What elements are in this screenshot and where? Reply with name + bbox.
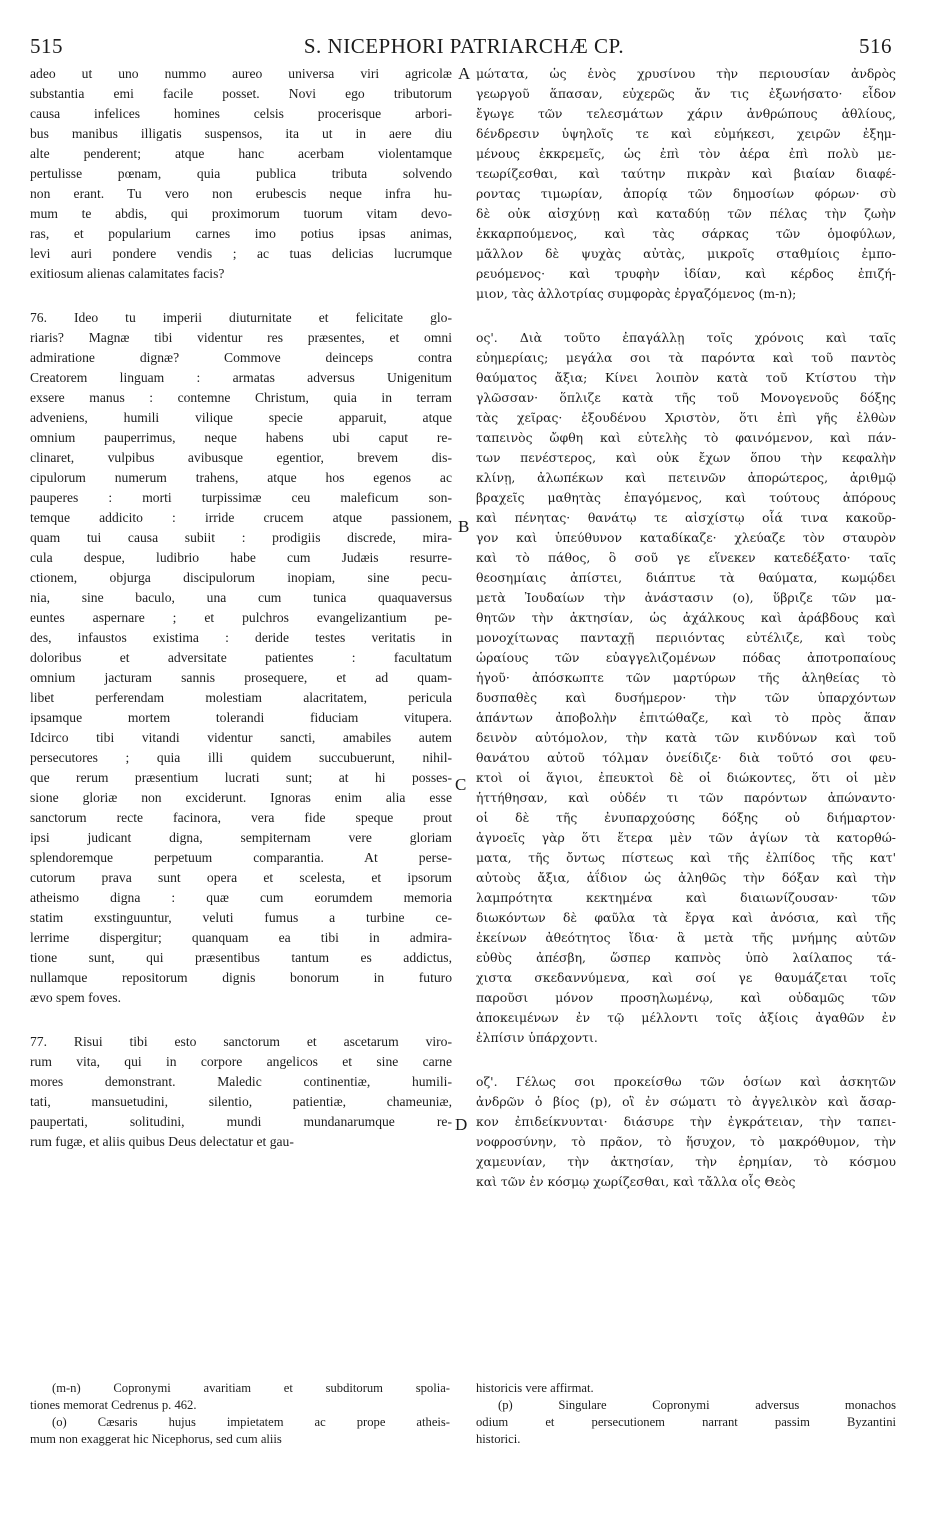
latin-text-line: rum fugæ, et aliis quibus Deus delectatur et gau- — [30, 1134, 294, 1149]
latin-text-line: ctionem, objurga discipulorum inopiam, sine pecu- — [30, 570, 452, 585]
greek-text-line: χαμευνίαν, τὴν ἀκτησίαν, τὴν ἐρημίαν, τὸ κόσμου — [476, 1154, 896, 1169]
greek-text-line: κλίνῃ, ἀλωπέκων καὶ πετεινῶν ἀπορώτερος, ἀριθμῷ — [476, 470, 896, 485]
margin-marker-b: B — [458, 517, 470, 536]
page-number-right: 516 — [859, 34, 892, 58]
latin-text-line: nullamque repositorum dignis bonorum in futuro — [30, 970, 452, 985]
latin-text-line: exitiosum alienas calamitates facis? — [30, 266, 225, 281]
greek-text-line: ἀνδρῶν ὁ βίος (p), οἳ ἐν σώματι τὸ ἀγγελικὸν καὶ ἄσαρ- — [476, 1094, 896, 1109]
greek-text-line: κον ἐπιδείκνυνται· διάσυρε τὴν ἐγκράτειαν, τὴν ταπει- — [476, 1114, 896, 1129]
greek-text-line: γεωργοῦ ἅπασαν, εὐχερῶς ἄν τις ἐξωνήσατο· εἶδον — [476, 86, 896, 101]
greek-text-line: κτοὶ οἱ ἅγιοι, ἐπευκτοὶ δὲ οἱ διώκοντες, ὅτι οἱ μὲν — [476, 770, 896, 785]
greek-text-line: ἀγνοεῖς γὰρ ὅτι ἕτερα μὲν τῶν ἁγίων τὰ κατορθώ- — [476, 830, 896, 845]
latin-paragraph-76 — [30, 308, 452, 1008]
latin-text-line: doloribus et adversitate patientes : facultatum — [30, 650, 452, 665]
greek-text-line: δυσπαθὲς καὶ δυσήμερον· τὴν τῶν ὑπαρχόντων — [476, 690, 896, 705]
latin-text-line: exsere manus : contemne Christum, quia in terram — [30, 390, 452, 405]
latin-text-line: Idcirco tibi vitandi videntur sancti, amabiles autem — [30, 730, 452, 745]
greek-text-line: δὲ οὐκ αἰσχύνῃ καὶ καταδύῃ τῶν πέλας τὴν ζωὴν — [476, 206, 896, 221]
footnote-line: (p) Singulare Copronymi adversus monachos — [498, 1398, 896, 1412]
greek-column — [476, 64, 896, 1192]
latin-text-line: temque addicito : irride crucem atque passionem, — [30, 510, 452, 525]
margin-marker-c: C — [455, 775, 467, 794]
greek-text-line: ἡττήθησαν, καὶ οὐδέν τι τῶν παρόντων ἀπώναντο· — [476, 790, 896, 805]
latin-text-line: 76. Ideo tu imperii diuturnitate et felicitate glo- — [30, 310, 452, 325]
greek-text-line: ἐλπίσιν ὑπάρχοντι. — [476, 1030, 598, 1045]
greek-text-line: αὐτοὺς ἄξια, ἀΐδιον ὡς ἀληθῶς τὴν δόξαν καὶ τὴν — [476, 870, 896, 885]
greek-text-line: των πενέστερος, καὶ οὐκ ἔχων ὅπου τὴν κεφαλὴν — [476, 450, 896, 465]
greek-paragraph-77 — [476, 1072, 896, 1192]
greek-text-line: οζ'. Γέλως σοι προκείσθω τῶν ὁσίων καὶ ἀσκητῶν — [476, 1074, 896, 1089]
greek-text-line: ὡραίους τῶν εὐαγγελιζομένων πόδας ἀποτροπαίους — [476, 650, 896, 665]
latin-text-line: atheismo digna : quæ cum eorumdem memoria — [30, 890, 452, 905]
greek-text-line: ἡγοῦ· ἀπόσκωπτε τῶν μαρτύρων τῆς ἀληθείας τὸ — [476, 670, 896, 685]
greek-text-line: βραχεῖς μαθητὰς ἐπαγόμενος, καὶ τούτους ἀπόρους — [476, 490, 896, 505]
footnotes-left — [30, 1380, 450, 1448]
latin-paragraph-77 — [30, 1032, 452, 1152]
footnote-line: odium et persecutionem narrant passim Byzantini — [476, 1415, 896, 1429]
latin-text-line: rum vita, qui in corpore angelicos et sine carne — [30, 1054, 452, 1069]
latin-text-line: lerrime dispergitur; quanquam ea tibi in admira- — [30, 930, 452, 945]
latin-text-line: causa infelices homines celsis procerisque arbori- — [30, 106, 452, 121]
greek-text-line: μιον, τὰς ἀλλοτρίας συμφορὰς ἐργαζόμενος (m-n); — [476, 286, 797, 301]
greek-text-line: καὶ πένητας· θανάτῳ τε αἰσχίστῳ οἷά τινα κακοῦρ- — [476, 510, 896, 525]
greek-text-line: μένους ἐκκρεμεῖς, ὡς ἐπὶ τὸν ἀέρα ἐπὶ πολὺ με- — [476, 146, 896, 161]
latin-text-line: statim exstinguuntur, veluti fumus a turbine ce- — [30, 910, 452, 925]
latin-text-line: adveniens, humili vilique specie apparuit, atque — [30, 410, 452, 425]
greek-text-line: δένδρεσιν ὑψηλοῖς τε καὶ εὐμήκεσι, χειρῶν ἐξημ- — [476, 126, 896, 141]
greek-text-line: μᾶλλον δὲ ψυχὰς αὐτὰς, μικροῖς σταθμίοις ἐμπο- — [476, 246, 896, 261]
greek-text-line: χιστα σκεδαννύμενα, καὶ σοί γε θαυμάζεται τοῖς — [476, 970, 896, 985]
greek-text-line: τεωρίζεσθαι, καὶ ταύτην πικρὰν καὶ βιαίαν διαφέ- — [476, 166, 896, 181]
greek-text-line: γλῶσσαν· ὅπλιζε κατὰ τῆς τοῦ Μονογενοῦς δόξης — [476, 390, 896, 405]
greek-text-line: ἀποκειμένων ἐν τῷ μέλλοντι τοῖς ἀξίοις ἀγαθῶν ἐν — [476, 1010, 896, 1025]
greek-text-line: θητῶν τὴν ἀκτησίαν, ὡς ἀχάλκους καὶ ἀράβδους καὶ — [476, 610, 896, 625]
greek-text-line: εὐθὺς ἀπέσβη, ὥσπερ καπνὸς ὑπὸ λαίλαπος τά- — [476, 950, 896, 965]
footnote-line: historici. — [476, 1432, 521, 1446]
latin-text-line: ævo spem foves. — [30, 990, 121, 1005]
greek-text-line: νοφροσύνην, τὸ πρᾶον, τὸ ἥσυχον, τὸ μακρόθυμον, τὴν — [476, 1134, 896, 1149]
latin-text-line: clinaret, vulpibus avibusque egentior, brevem dis- — [30, 450, 452, 465]
greek-text-line: θαύματος ἄξια; Κίνει λοιπὸν κατὰ τοῦ Κτίστου τὴν — [476, 370, 896, 385]
latin-text-line: Creatorem linguam : armatas adversus Unigenitum — [30, 370, 452, 385]
latin-text-line: cipulorum numerum trahens, atque hos egenos ac — [30, 470, 452, 485]
greek-paragraph-75-end — [476, 64, 896, 304]
greek-text-line: γον καὶ ὑπεύθυνον καταδίκαζε· χλεύαζε τὸν σταυρὸν — [476, 530, 896, 545]
greek-text-line: λαμπρότητα κεκτημένα καὶ διαιωνίζουσαν· τῶν — [476, 890, 896, 905]
latin-text-line: substantia emi facile posset. Novi ego tributorum — [30, 86, 452, 101]
greek-text-line: εὐημερίαις; μεγάλα σοι τὰ παρόντα καὶ τοῦ παντὸς — [476, 350, 896, 365]
margin-marker-d: D — [455, 1115, 468, 1134]
latin-text-line: cula despue, ludibrio habe cum Judæis resurre- — [30, 550, 452, 565]
greek-text-line: καὶ τῶν ἐν κόσμῳ χωρίζεσθαι, καὶ τἄλλα οἷς Θεὸς — [476, 1174, 796, 1189]
footnote-line: (o) Cæsaris hujus impietatem ac prope atheis- — [52, 1415, 450, 1429]
page-number-left: 515 — [30, 34, 63, 58]
footnote-line: tiones memorat Cedrenus p. 462. — [30, 1398, 197, 1412]
latin-text-line: omnium pauperrimus, neque habens ubi caput re- — [30, 430, 452, 445]
latin-text-line: tione sunt, qui præsentibus tantum es addictus, — [30, 950, 452, 965]
latin-text-line: omnium jacturam sannis prosequere, et ad quam- — [30, 670, 452, 685]
latin-text-line: libet perferendam molestiam alacritatem, pericula — [30, 690, 452, 705]
latin-text-line: 77. Risui tibi esto sanctorum et ascetarum viro- — [30, 1034, 452, 1049]
latin-text-line: levi auri pondere vendis ; ac tuas delicias lucrumque — [30, 246, 452, 261]
greek-text-line: θεοσημίαις ἀπίστει, διάπτυε τὰ θαύματα, κωμῴδει — [476, 570, 896, 585]
footnote-line: mum non exaggerat hic Nicephorus, sed cum aliis — [30, 1432, 282, 1446]
latin-text-line: sione gloriæ non exciderunt. Ignoras enim alia esse — [30, 790, 452, 805]
page-header — [0, 34, 928, 64]
greek-text-line: ἁπάντων ἀποβολὴν ἐπιτώθαζε, καὶ τὸ πρὸς ἅπαν — [476, 710, 896, 725]
greek-text-line: ἐκείνων ἀθεότητος ἴδια· ἃ μετὰ τῆς μνήμης αὐτῶν — [476, 930, 896, 945]
latin-text-line: non erant. Tu vero non erubescis neque infra hu- — [30, 186, 452, 201]
greek-text-line: μονοχίτωνας πανταχῇ περιιόντας εὐτέλιζε, καὶ τοὺς — [476, 630, 896, 645]
greek-text-line: μετὰ Ἰουδαίων τὴν ἀνάστασιν (o), ὕβριζε τῶν μα- — [476, 590, 896, 605]
latin-text-line: bus manibus illigatis suspensos, ita ut in aere diu — [30, 126, 452, 141]
latin-text-line: ipsamque mortem tolerandi fiduciam vitupera. — [30, 710, 452, 725]
greek-text-line: μώτατα, ὡς ἑνὸς χρυσίνου τὴν περιουσίαν ἀνδρὸς — [476, 66, 896, 81]
greek-text-line: θανάτου αὐτοῦ τόλμαν ὀνείδιζε· διὰ τοῦτό σοι φευ- — [476, 750, 896, 765]
latin-text-line: paupertati, solitudini, mundi mundanarumque re- — [30, 1114, 452, 1129]
latin-paragraph-75-end — [30, 64, 452, 284]
latin-text-line: que rerum præsentium lucrati sunt; at hi posses- — [30, 770, 452, 785]
latin-text-line: sanctorum recte facinora, vera fide speque prout — [30, 810, 452, 825]
greek-text-line: ἐκκαρπούμενος, καὶ τὰς σάρκας τῶν ὁμοφύλων, — [476, 226, 896, 241]
greek-text-line: ρευόμενος· καὶ τρυφὴν ἰδίαν, καὶ κέρδος ἐπιζή- — [476, 266, 896, 281]
latin-text-line: ras, et popularium carnes imo potius ipsas animas, — [30, 226, 452, 241]
greek-text-line: δεινὸν αὐτόμολον, τὴν κατὰ τῶν κινδύνων καὶ τοῦ — [476, 730, 896, 745]
latin-text-line: mum te abdis, qui proximorum tuorum vitam devo- — [30, 206, 452, 221]
footnote-line: (m-n) Copronymi avaritiam et subditorum spolia- — [52, 1381, 450, 1395]
latin-text-line: riaris? Magnæ tibi videntur res præsentes, et omni — [30, 330, 452, 345]
latin-text-line: des, infaustos existima : deride testes veritatis in — [30, 630, 452, 645]
footnotes-right — [476, 1380, 896, 1448]
greek-text-line: ταπεινὸς ὤφθη καὶ εὐτελὴς τὸ φαινόμενον, καὶ πάν- — [476, 430, 896, 445]
footnote-line: historicis vere affirmat. — [476, 1381, 594, 1395]
latin-text-line: quam tui causa subiit : prodigiis discrede, mira- — [30, 530, 452, 545]
latin-text-line: admiratione dignæ? Commove deinceps contra — [30, 350, 452, 365]
running-title: S. NICEPHORI PATRIARCHÆ CP. — [303, 34, 625, 58]
latin-text-line: cutorum prava sunt opera et scelesta, et ipsorum — [30, 870, 452, 885]
greek-paragraph-76 — [476, 328, 896, 1048]
latin-text-line: ipsi judicant digna, sempiternam vere gloriam — [30, 830, 452, 845]
margin-marker-a: A — [458, 64, 471, 83]
greek-text-line: καὶ τὸ πάθος, ὃ σοῦ γε εἵνεκεν κατεδέξατο· ταῖς — [476, 550, 896, 565]
latin-text-line: mores demonstrant. Maledic continentiæ, humili- — [30, 1074, 452, 1089]
latin-text-line: splendoremque perpetuum comparantia. At perse- — [30, 850, 452, 865]
greek-text-line: ροντας τιμωρίαν, ἀπορίᾳ τῶν δημοσίων φόρων· σὺ — [476, 186, 896, 201]
greek-text-line: ος'. Διὰ τοῦτο ἐπαγάλλῃ τοῖς χρόνοις καὶ ταῖς — [476, 330, 896, 345]
latin-text-line: nia, sine baculo, una cum tunica quaquaversus — [30, 590, 452, 605]
greek-text-line: ἔγωγε τῶν τελεσμάτων χάριν ἀνθρώπους ἀθλίους, — [476, 106, 896, 121]
latin-text-line: adeo ut uno nummo aureo universa viri agricolæ — [30, 66, 452, 81]
greek-text-line: παροῦσι μόνον προσηλωμένῳ, καὶ οὐδαμῶς τῶν — [476, 990, 896, 1005]
latin-text-line: euntes aspernare ; et pulchros evangelizantium pe- — [30, 610, 452, 625]
latin-text-line: persecutores ; quia illi quidem succubuerunt, nihil- — [30, 750, 452, 765]
latin-text-line: pauperes : morti turpissimæ ceu maleficum son- — [30, 490, 452, 505]
latin-text-line: pertulisse pœnam, quia publica tributa solvendo — [30, 166, 452, 181]
latin-column — [30, 64, 452, 1152]
greek-text-line: διωκόντων δὲ φαῦλα τὰ ἔργα καὶ ἀνόσια, καὶ τῆς — [476, 910, 896, 925]
greek-text-line: ματα, τῆς ὄντως πίστεως καὶ τῆς ἐλπίδος τῆς κατ' — [476, 850, 896, 865]
greek-text-line: οἱ δὲ τῆς ἐνυπαρχούσης δόξης οὐ διήμαρτον· — [476, 810, 896, 825]
greek-text-line: τὰς χεῖρας· ἐξουδένου Χριστὸν, ὅτι ἐπὶ γῆς ἐλθὼν — [476, 410, 896, 425]
latin-text-line: tati, mansuetudini, silentio, patientiæ, chameuniæ, — [30, 1094, 452, 1109]
latin-text-line: alte penderent; atque hanc acerbam violentamque — [30, 146, 452, 161]
